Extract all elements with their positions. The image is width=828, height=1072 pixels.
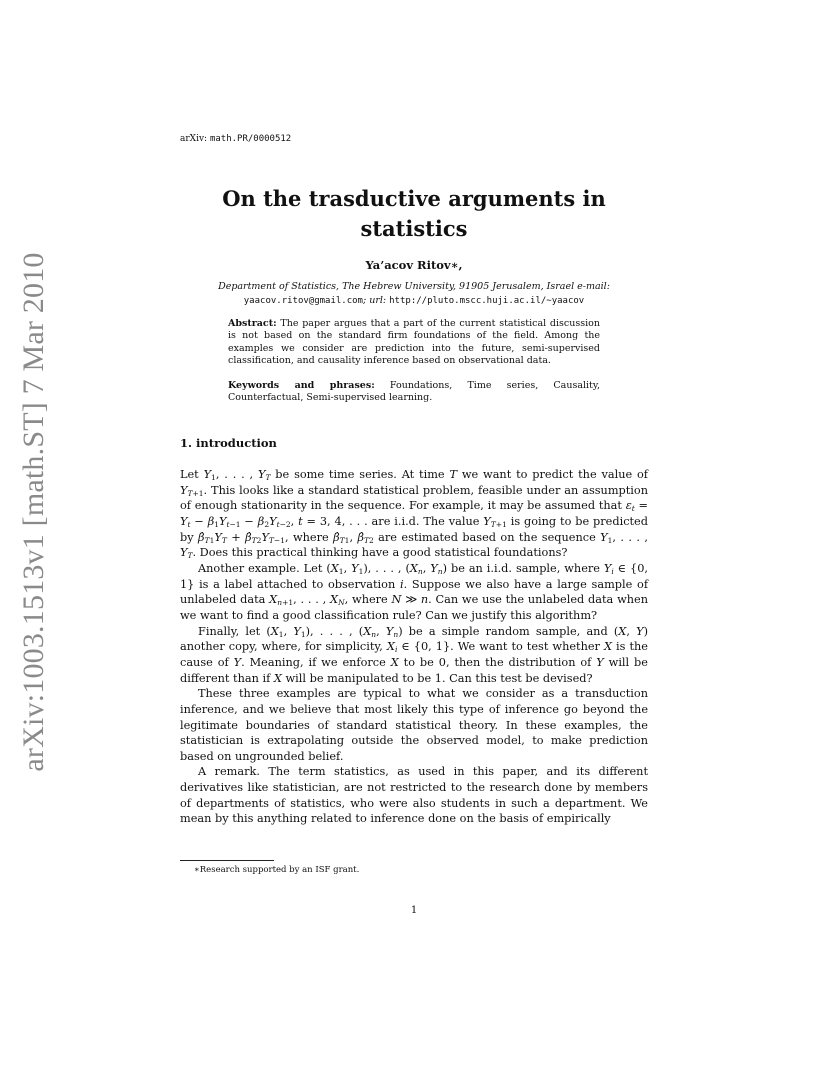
url-label: ; url: — [362, 295, 387, 306]
paper-title: On the trasductive arguments in statistics — [222, 186, 606, 241]
paragraph: These three examples are typical to what we consider as a transduction inference, and we believe that most likely this type of inference go beyond the legitimate boundaries of standard statistical theory. In these examples, the statistician is extrapolating outside the observed model, to make prediction based on ungrounded belief. — [180, 687, 648, 763]
affiliation-line: Department of Statistics, The Hebrew University, 91905 Jerusalem, Israel e-mail: — [218, 281, 610, 292]
paragraph: Finally, let ($X_1$, $Y_1$), . . . , ($X_n$, $Y_n$) be a simple random sample, and (X, Y) another copy, where, for simplicity, $X_i$ ∈ {0, 1}. We want to test whether X is the cause of Y. Meaning, if we enforce X to be 0, then the distribution of Y will be different than if X will be manipulated to be 1. Can this test be devised? — [180, 624, 648, 685]
arxiv-side-stamp: arXiv:1003.1513v1 [math.ST] 7 Mar 2010 — [17, 252, 50, 772]
arxiv-id-value: math.PR/0000512 — [209, 134, 292, 144]
paragraph: Another example. Let ($X_1$, $Y_1$), . . . , ($X_n$, $Y_n$) be an i.i.d. sample, where $Y_i$ ∈ {0, 1} is a label attached to observation i. Suppose we also have a large sample of unlabeled data $X_{n+1}$, . . . , $X_N$, where N ≫ n. Can we use the unlabeled data when we want to find a good classification rule? Can we justify this algorithm? — [180, 561, 649, 622]
abstract — [228, 318, 600, 367]
arxiv-prefix: arXiv: — [180, 134, 208, 144]
author-affiliation — [180, 280, 648, 308]
paragraph: Let $Y_1$, . . . , $Y_T$ be some time series. At time T we want to predict the value of $Y_{T+1}$. This looks like a standard statistical problem, feasible under an assumption of enough stationarity in the sequence. For example, it may be assumed that $\varepsilon_t = Y_t - \beta_1Y_{t-1} - \beta_2Y_{t-2}$, t = 3, 4, . . . are i.i.d. The value $Y_{T+1}$ is going to be predicted by $\betâ_{T1}Y_T$ + $\betâ_{T2}Y_{T-1}$, where $\betâ_{T1}$, $\betâ_{T2}$ are estimated based on the sequence $Y_1$, . . . , $Y_T$. Does this practical thinking have a good statistical foundations? — [180, 468, 648, 561]
arxiv-identifier — [180, 134, 291, 144]
page-number: 1 — [410, 905, 418, 916]
section-title: introduction — [196, 436, 277, 450]
keywords — [228, 380, 600, 405]
section-number: 1. — [180, 436, 193, 450]
keywords-label: Keywords and phrases: — [228, 380, 375, 391]
author-name: Ya’acov Ritov∗, — [365, 258, 463, 272]
footnote: ∗Research supported by an ISF grant. — [194, 865, 360, 875]
paragraph: A remark. The term statistics, as used in this paper, and its different derivatives like statistician, are not restricted to the research done by members of departments of statistics, who were also students in such a department. We mean by this anything related to inference done on the basis of empirically — [180, 765, 648, 826]
section-heading — [180, 436, 277, 450]
author-url[interactable]: http://pluto.mscc.huji.ac.il/∼yaacov — [389, 296, 585, 306]
contact-line — [180, 294, 648, 308]
author-email[interactable]: yaacov.ritov@gmail.com — [243, 296, 363, 306]
keywords-text: Foundations, Time series, Causality, Counterfactual, Semi-supervised learning. — [228, 380, 600, 404]
abstract-text: The paper argues that a part of the current statistical discussion is not based on the standard firm foundations of the field. Among the examples we consider are prediction into the future, semi-supervised classification, and causality inference based on observational data. — [228, 318, 600, 366]
body-text — [180, 467, 648, 827]
abstract-label: Abstract: — [228, 318, 277, 329]
footnote-rule — [180, 860, 274, 861]
